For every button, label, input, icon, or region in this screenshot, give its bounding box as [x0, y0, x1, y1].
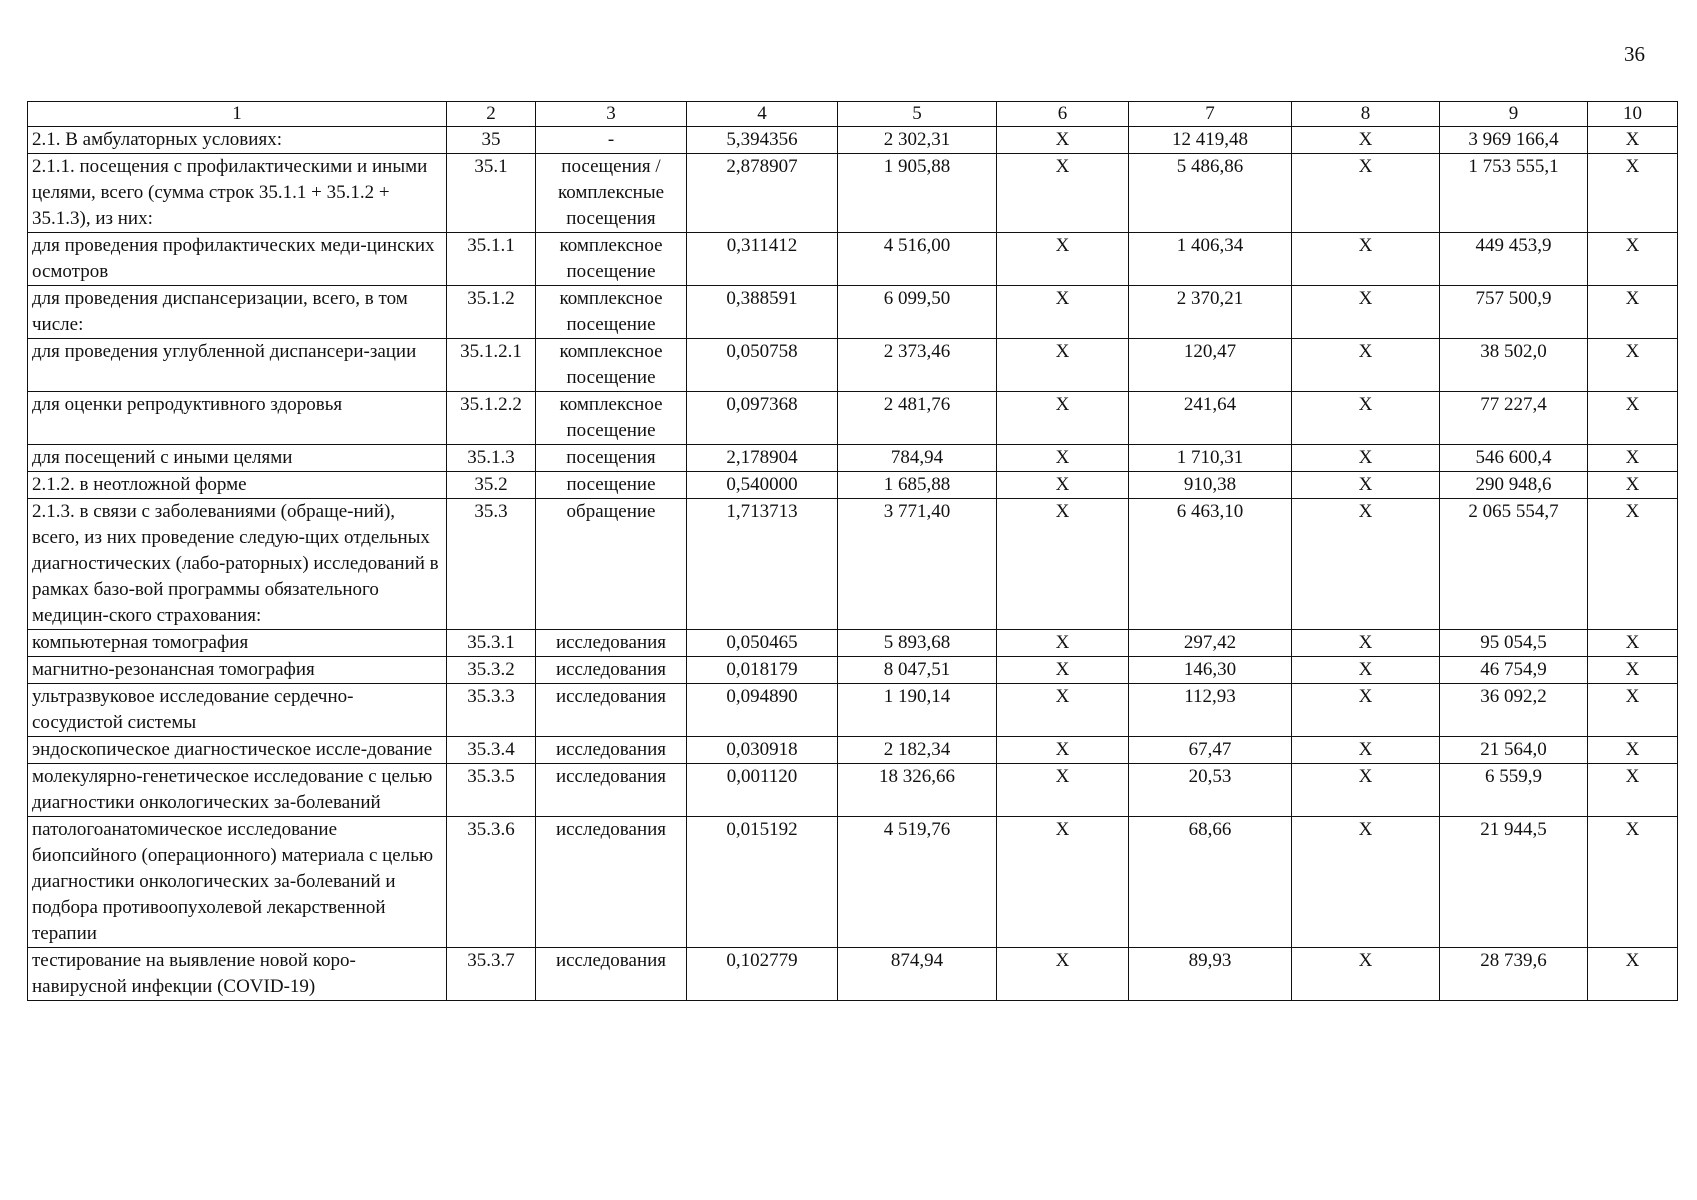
- cell-col-10: X: [1588, 286, 1678, 339]
- cell-unit: комплексное посещение: [536, 339, 687, 392]
- column-number: 5: [838, 102, 997, 127]
- cell-cost-norm: 3 771,40: [838, 499, 997, 630]
- cell-volume-norm: 0,097368: [687, 392, 838, 445]
- cell-col-10: X: [1588, 472, 1678, 499]
- cell-row-code: 35.1.2.1: [447, 339, 536, 392]
- cell-per-capita: 68,66: [1129, 817, 1292, 948]
- cell-col-8: X: [1292, 445, 1440, 472]
- cell-volume-norm: 0,015192: [687, 817, 838, 948]
- cell-col-6: X: [997, 684, 1129, 737]
- cell-per-capita: 12 419,48: [1129, 127, 1292, 154]
- column-number: 6: [997, 102, 1129, 127]
- cell-cost-norm: 8 047,51: [838, 657, 997, 684]
- cell-row-code: 35.3.7: [447, 948, 536, 1001]
- cell-volume-norm: 2,878907: [687, 154, 838, 233]
- cell-cost-norm: 2 302,31: [838, 127, 997, 154]
- page-number: 36: [1624, 42, 1645, 66]
- column-number: 10: [1588, 102, 1678, 127]
- column-number: 9: [1440, 102, 1588, 127]
- cell-volume-norm: 0,050758: [687, 339, 838, 392]
- table-row: [28, 817, 1678, 948]
- cell-unit: посещения / комплексные посещения: [536, 154, 687, 233]
- column-number: 7: [1129, 102, 1292, 127]
- cell-per-capita: 1 406,34: [1129, 233, 1292, 286]
- cell-unit: посещения: [536, 445, 687, 472]
- cell-col-8: X: [1292, 233, 1440, 286]
- cell-row-label: компьютерная томография: [28, 630, 447, 657]
- cell-per-capita: 20,53: [1129, 764, 1292, 817]
- cell-unit: исследования: [536, 764, 687, 817]
- cell-col-6: X: [997, 764, 1129, 817]
- cell-cost-norm: 6 099,50: [838, 286, 997, 339]
- table-row: [28, 154, 1678, 233]
- cell-per-capita: 910,38: [1129, 472, 1292, 499]
- cell-row-code: 35.1.2.2: [447, 392, 536, 445]
- table-row: [28, 392, 1678, 445]
- table-row: [28, 764, 1678, 817]
- cell-row-code: 35.1.3: [447, 445, 536, 472]
- cell-col-10: X: [1588, 737, 1678, 764]
- cell-total-amount: 757 500,9: [1440, 286, 1588, 339]
- cell-volume-norm: 0,030918: [687, 737, 838, 764]
- cell-volume-norm: 0,311412: [687, 233, 838, 286]
- table-row: [28, 127, 1678, 154]
- cell-col-10: X: [1588, 499, 1678, 630]
- cell-col-10: X: [1588, 339, 1678, 392]
- table-row: [28, 499, 1678, 630]
- cell-col-8: X: [1292, 948, 1440, 1001]
- column-number: 8: [1292, 102, 1440, 127]
- cell-row-label: для проведения диспансеризации, всего, в том числе:: [28, 286, 447, 339]
- column-number-row: [28, 102, 1678, 127]
- cell-col-10: X: [1588, 817, 1678, 948]
- cell-col-10: X: [1588, 233, 1678, 286]
- cell-unit: исследования: [536, 630, 687, 657]
- cell-row-code: 35.1.2: [447, 286, 536, 339]
- cell-unit: комплексное посещение: [536, 392, 687, 445]
- cell-row-label: для посещений с иными целями: [28, 445, 447, 472]
- cell-total-amount: 21 564,0: [1440, 737, 1588, 764]
- cell-total-amount: 77 227,4: [1440, 392, 1588, 445]
- cell-volume-norm: 0,540000: [687, 472, 838, 499]
- table-row: [28, 630, 1678, 657]
- cell-col-6: X: [997, 127, 1129, 154]
- cell-col-8: X: [1292, 472, 1440, 499]
- cell-col-8: X: [1292, 630, 1440, 657]
- cell-cost-norm: 1 685,88: [838, 472, 997, 499]
- cell-col-6: X: [997, 472, 1129, 499]
- cell-row-code: 35.1.1: [447, 233, 536, 286]
- cell-col-8: X: [1292, 392, 1440, 445]
- cell-cost-norm: 18 326,66: [838, 764, 997, 817]
- cell-cost-norm: 2 481,76: [838, 392, 997, 445]
- cell-col-6: X: [997, 630, 1129, 657]
- table-row: [28, 657, 1678, 684]
- cell-col-6: X: [997, 948, 1129, 1001]
- cell-total-amount: 28 739,6: [1440, 948, 1588, 1001]
- cell-col-10: X: [1588, 127, 1678, 154]
- cell-volume-norm: 5,394356: [687, 127, 838, 154]
- cell-col-10: X: [1588, 657, 1678, 684]
- cell-col-8: X: [1292, 817, 1440, 948]
- cell-total-amount: 3 969 166,4: [1440, 127, 1588, 154]
- cell-volume-norm: 0,050465: [687, 630, 838, 657]
- cell-row-code: 35.3.5: [447, 764, 536, 817]
- cell-per-capita: 89,93: [1129, 948, 1292, 1001]
- cell-col-6: X: [997, 233, 1129, 286]
- cell-cost-norm: 784,94: [838, 445, 997, 472]
- column-number: 1: [28, 102, 447, 127]
- cell-cost-norm: 874,94: [838, 948, 997, 1001]
- cell-volume-norm: 0,102779: [687, 948, 838, 1001]
- cell-total-amount: 290 948,6: [1440, 472, 1588, 499]
- cell-row-label: для проведения профилактических меди-цинских осмотров: [28, 233, 447, 286]
- data-table: [27, 101, 1678, 1001]
- cell-unit: исследования: [536, 817, 687, 948]
- cell-row-label: 2.1.3. в связи с заболеваниями (обраще-ний), всего, из них проведение следую-щих отдельных диагностических (лабо-раторных) исследований в рамках базо-вой программы обязательного медицин-ского страхования:: [28, 499, 447, 630]
- cell-cost-norm: 4 519,76: [838, 817, 997, 948]
- cell-unit: исследования: [536, 737, 687, 764]
- cell-cost-norm: 2 182,34: [838, 737, 997, 764]
- cell-total-amount: 21 944,5: [1440, 817, 1588, 948]
- cell-total-amount: 6 559,9: [1440, 764, 1588, 817]
- cell-col-8: X: [1292, 764, 1440, 817]
- table-row: [28, 472, 1678, 499]
- cell-cost-norm: 5 893,68: [838, 630, 997, 657]
- column-number: 3: [536, 102, 687, 127]
- cell-total-amount: 95 054,5: [1440, 630, 1588, 657]
- cell-row-code: 35.3: [447, 499, 536, 630]
- cell-unit: комплексное посещение: [536, 233, 687, 286]
- table-row: [28, 948, 1678, 1001]
- cell-unit: исследования: [536, 684, 687, 737]
- cell-row-code: 35.3.2: [447, 657, 536, 684]
- cell-col-6: X: [997, 499, 1129, 630]
- cell-unit: комплексное посещение: [536, 286, 687, 339]
- cell-volume-norm: 0,388591: [687, 286, 838, 339]
- cell-row-label: для оценки репродуктивного здоровья: [28, 392, 447, 445]
- cell-row-label: для проведения углубленной диспансери-зации: [28, 339, 447, 392]
- cell-total-amount: 1 753 555,1: [1440, 154, 1588, 233]
- cell-unit: обращение: [536, 499, 687, 630]
- table-row: [28, 445, 1678, 472]
- cell-col-8: X: [1292, 154, 1440, 233]
- cell-col-8: X: [1292, 684, 1440, 737]
- cell-col-10: X: [1588, 445, 1678, 472]
- cell-volume-norm: 0,094890: [687, 684, 838, 737]
- cell-row-label: молекулярно-генетическое исследование с целью диагностики онкологических за-болеваний: [28, 764, 447, 817]
- cell-col-6: X: [997, 445, 1129, 472]
- cell-row-code: 35.2: [447, 472, 536, 499]
- cell-per-capita: 2 370,21: [1129, 286, 1292, 339]
- cell-unit: посещение: [536, 472, 687, 499]
- cell-col-6: X: [997, 657, 1129, 684]
- cell-unit: исследования: [536, 948, 687, 1001]
- cell-row-code: 35.1: [447, 154, 536, 233]
- cell-total-amount: 546 600,4: [1440, 445, 1588, 472]
- table-row: [28, 737, 1678, 764]
- cell-per-capita: 1 710,31: [1129, 445, 1292, 472]
- cell-total-amount: 2 065 554,7: [1440, 499, 1588, 630]
- cell-volume-norm: 2,178904: [687, 445, 838, 472]
- cell-col-6: X: [997, 339, 1129, 392]
- column-number: 4: [687, 102, 838, 127]
- table-row: [28, 286, 1678, 339]
- cell-per-capita: 67,47: [1129, 737, 1292, 764]
- cell-per-capita: 297,42: [1129, 630, 1292, 657]
- cell-col-8: X: [1292, 286, 1440, 339]
- cell-row-label: патологоанатомическое исследование биопсийного (операционного) материала с целью диагностики онкологических за-болеваний и подбора противоопухолевой лекарственной терапии: [28, 817, 447, 948]
- cell-cost-norm: 4 516,00: [838, 233, 997, 286]
- cell-col-10: X: [1588, 154, 1678, 233]
- cell-volume-norm: 1,713713: [687, 499, 838, 630]
- cell-col-10: X: [1588, 684, 1678, 737]
- column-number: 2: [447, 102, 536, 127]
- cell-col-10: X: [1588, 392, 1678, 445]
- cell-col-6: X: [997, 737, 1129, 764]
- cell-col-10: X: [1588, 948, 1678, 1001]
- cell-row-code: 35.3.3: [447, 684, 536, 737]
- cell-col-10: X: [1588, 764, 1678, 817]
- cell-total-amount: 36 092,2: [1440, 684, 1588, 737]
- cell-row-code: 35.3.1: [447, 630, 536, 657]
- cell-col-8: X: [1292, 499, 1440, 630]
- cell-row-label: магнитно-резонансная томография: [28, 657, 447, 684]
- cell-row-code: 35: [447, 127, 536, 154]
- cell-col-8: X: [1292, 339, 1440, 392]
- cell-per-capita: 146,30: [1129, 657, 1292, 684]
- cell-total-amount: 46 754,9: [1440, 657, 1588, 684]
- cell-col-6: X: [997, 154, 1129, 233]
- cell-total-amount: 38 502,0: [1440, 339, 1588, 392]
- cell-per-capita: 5 486,86: [1129, 154, 1292, 233]
- cell-row-label: 2.1.2. в неотложной форме: [28, 472, 447, 499]
- table-row: [28, 684, 1678, 737]
- cell-total-amount: 449 453,9: [1440, 233, 1588, 286]
- cell-row-label: 2.1.1. посещения с профилактическими и иными целями, всего (сумма строк 35.1.1 + 35.1.2 + 35.1.3), из них:: [28, 154, 447, 233]
- cell-per-capita: 112,93: [1129, 684, 1292, 737]
- cell-per-capita: 6 463,10: [1129, 499, 1292, 630]
- cell-col-8: X: [1292, 657, 1440, 684]
- cell-volume-norm: 0,018179: [687, 657, 838, 684]
- table-row: [28, 233, 1678, 286]
- cell-col-6: X: [997, 392, 1129, 445]
- cell-row-code: 35.3.6: [447, 817, 536, 948]
- cell-volume-norm: 0,001120: [687, 764, 838, 817]
- cell-cost-norm: 2 373,46: [838, 339, 997, 392]
- cell-col-8: X: [1292, 737, 1440, 764]
- cell-col-10: X: [1588, 630, 1678, 657]
- table-row: [28, 339, 1678, 392]
- cell-cost-norm: 1 905,88: [838, 154, 997, 233]
- cell-row-label: ультразвуковое исследование сердечно-сосудистой системы: [28, 684, 447, 737]
- cell-row-label: 2.1. В амбулаторных условиях:: [28, 127, 447, 154]
- cell-row-label: эндоскопическое диагностическое иссле-дование: [28, 737, 447, 764]
- cell-row-label: тестирование на выявление новой коро-навирусной инфекции (COVID-19): [28, 948, 447, 1001]
- cell-cost-norm: 1 190,14: [838, 684, 997, 737]
- cell-per-capita: 120,47: [1129, 339, 1292, 392]
- cell-unit: исследования: [536, 657, 687, 684]
- cell-per-capita: 241,64: [1129, 392, 1292, 445]
- cell-col-8: X: [1292, 127, 1440, 154]
- cell-row-code: 35.3.4: [447, 737, 536, 764]
- cell-unit: -: [536, 127, 687, 154]
- cell-col-6: X: [997, 286, 1129, 339]
- cell-col-6: X: [997, 817, 1129, 948]
